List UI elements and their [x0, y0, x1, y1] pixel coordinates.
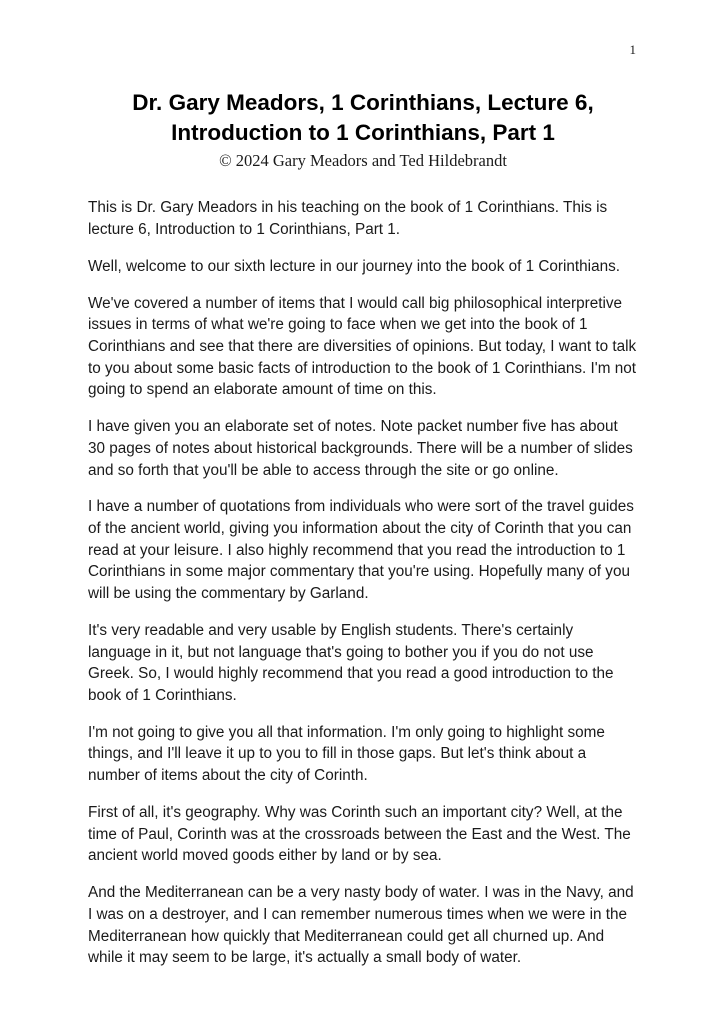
paragraph: I'm not going to give you all that information. I'm only going to highlight some things, and I'll leave it up to you to fill in those gaps. But let's think about a number of items about the city of Corinth.	[88, 723, 605, 785]
paragraph: And the Mediterranean can be a very nasty body of water. I was in the Navy, and I was on a destroyer, and I can remember numerous times when we were in the Mediterranean how quickly that Mediterranean could get all churned up. And while it may seem to be large, it's actually a small body of water.	[88, 884, 634, 967]
page-number: 1	[629, 42, 636, 57]
page-content	[88, 88, 638, 984]
paragraph: I have a number of quotations from individuals who were sort of the travel guides of the ancient world, giving you information about the city of Corinth that you can read at your leisure. I also highly recommend that you read the introduction to 1 Corinthians in some major commentary that you're using. Hopefully many of you will be using the commentary by Garland.	[88, 498, 634, 603]
document-title-line-1: Dr. Gary Meadors, 1 Corinthians, Lecture 6,	[132, 90, 594, 115]
paragraph: I have given you an elaborate set of notes. Note packet number five has about 30 pages of notes about historical backgrounds. There will be a number of slides and so forth that you'll be able to access through the site or go online.	[88, 418, 633, 479]
paragraph: It's very readable and very usable by English students. There's certainly language in it, but not language that's going to bother you if you do not use Greek. So, I would highly recommend that you read a good introduction to the book of 1 Corinthians.	[88, 621, 614, 705]
body-paragraphs	[88, 197, 638, 969]
copyright-line: © 2024 Gary Meadors and Ted Hildebrandt	[219, 151, 507, 171]
paragraph: We've covered a number of items that I would call big philosophical interpretive issues in terms of what we're going to face when we get into the book of 1 Corinthians and see that there are diversities of opinions. But today, I want to talk to you about some basic facts of introduction to the book of 1 Corinthians. I'm not going to spend an elaborate amount of time on this.	[88, 294, 637, 399]
document-title-line-2: Introduction to 1 Corinthians, Part 1	[171, 119, 555, 145]
document-title	[88, 88, 638, 147]
paragraph: First of all, it's geography. Why was Corinth such an important city? Well, at the time of Paul, Corinth was at the crossroads between the East and the West. The ancient world moved goods either by land or by sea.	[88, 803, 631, 865]
paragraph: This is Dr. Gary Meadors in his teaching on the book of 1 Corinthians. This is lecture 6, Introduction to 1 Corinthians, Part 1.	[88, 199, 608, 239]
paragraph: Well, welcome to our sixth lecture in our journey into the book of 1 Corinthians.	[88, 257, 620, 275]
